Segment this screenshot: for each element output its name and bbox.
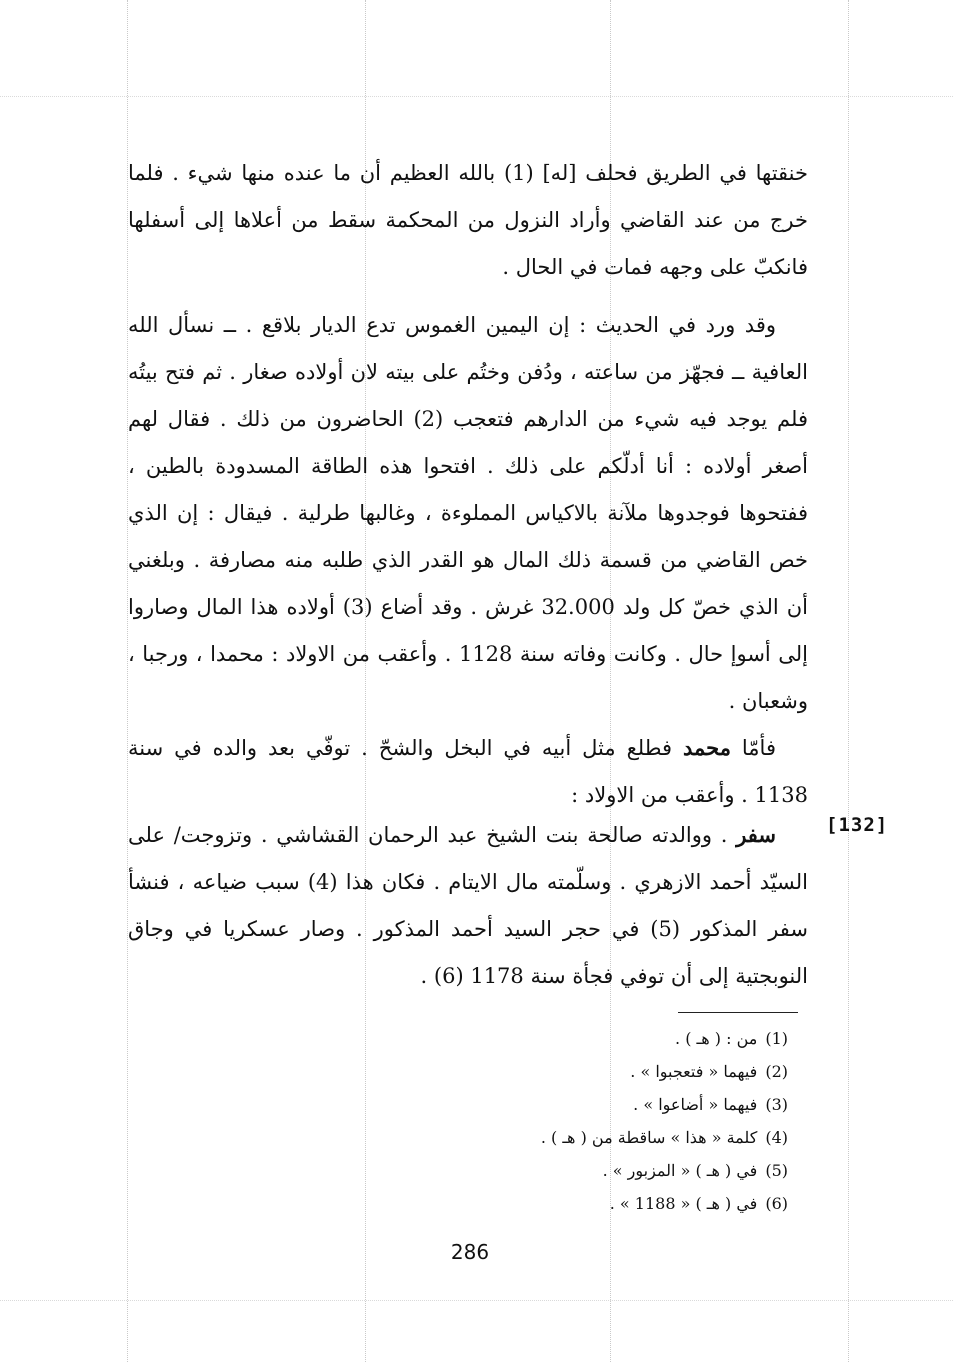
footnote-item	[300, 1154, 788, 1187]
footnote-number: (2)	[765, 1062, 788, 1081]
paragraph-3	[128, 724, 808, 819]
footnote-item	[300, 1088, 788, 1121]
footnote-item	[300, 1121, 788, 1154]
person-name-safar: سفر	[736, 822, 776, 847]
footnotes-list	[300, 1022, 788, 1220]
footnote-number: (4)	[765, 1128, 788, 1147]
paragraph-1-text: خنقتها في الطريق فحلف [له] (1) بالله العظيم أن ما عنده منها شيء . فلما خرج من عند القاضي وأراد النزول من المحكمة سقط من أعلاها إلى أسفلها فانكبّ على وجهه فمات في الحال .	[128, 161, 808, 279]
footnote-number: (1)	[765, 1029, 788, 1048]
footnote-number: (3)	[765, 1095, 788, 1114]
paragraph-2-text: وقد ورد في الحديث : إن اليمين الغموس تدع الديار بلاقع . ــ نسأل الله العافية ــ فجهّز من ساعته ، ودُفن وختُم على بيته لان أولاده صغار . ثم فتح بيتُه فلم يوجد فيه شيء من الدارهم فتعجب (2) الحاضرون من ذلك . فقال لهم أصغر أولاده : أنا أدلّكم على ذلك . افتحوا هذه الطاقة المسدودة بالطين ، ففتحوها فوجدوها ملآنة بالاكياس المملوءة ، وغالبها طرلية . فيقال : إن الذي خص القاضي من قسمة ذلك المال هو القدر الذي طلبه منه مصارفة . وبلغني أن الذي خصّ كل ولد 32.000 غرش . وقد أضاع (3) أولاده هذا المال وصاروا إلى أسوإ حال . وكانت وفاته سنة 1128 . وأعقب من الاولاد : محمدا ، ورجبا ، وشعبان .	[128, 313, 809, 713]
footnote-item	[300, 1187, 788, 1220]
paragraph-4-text	[128, 811, 808, 1000]
page-number: 286	[450, 1240, 490, 1264]
footnote-text: في ( هـ ) « المزبور » .	[602, 1161, 758, 1180]
person-name-muhammad: محمد	[682, 735, 731, 760]
footnote-text: من : ( هـ ) .	[675, 1029, 758, 1048]
paragraph-2	[128, 302, 808, 725]
footnote-text: في ( هـ ) « 1188 » .	[609, 1194, 758, 1213]
footnote-separator	[678, 1012, 798, 1013]
paragraph-3-text	[128, 724, 808, 819]
footnote-item	[300, 1055, 788, 1088]
paragraph-4	[128, 811, 808, 1000]
paragraph-3-lead: فأمّا	[741, 736, 776, 760]
footnote-item	[300, 1022, 788, 1055]
paragraph-1	[128, 150, 808, 291]
scan-guide-line	[848, 0, 849, 1362]
footnote-number: (5)	[765, 1161, 788, 1180]
paragraph-3-rest: فطلع مثل أبيه في البخل والشحّ . توفّي بعد والده في سنة 1138 . وأعقب من الاولاد :	[128, 736, 808, 807]
scan-guide-line	[0, 1300, 953, 1301]
margin-page-reference: [132]	[826, 814, 889, 836]
footnote-number: (6)	[765, 1194, 788, 1213]
scan-guide-line	[0, 96, 953, 97]
footnote-text: فيهما « أضاعوا » .	[633, 1095, 758, 1114]
footnote-text: كلمة « هذا » ساقطة من ( هـ ) .	[540, 1128, 758, 1147]
footnote-text: فيهما « فتعجبوا » .	[630, 1062, 758, 1081]
paragraph-4-rest: . ووالدته صالحة بنت الشيخ عبد الرحمان القشاشي . وتزوجت/ على السيّد أحمد الازهري . وسلّمته مال الايتام . فكان هذا (4) سبب ضياعه ، فنشأ سفر المذكور (5) في حجر السيد أحمد المذكور . وصار عسكريا في وجاق النوبجتية إلى أن توفي فجأة سنة 1178 (6) .	[128, 823, 809, 988]
